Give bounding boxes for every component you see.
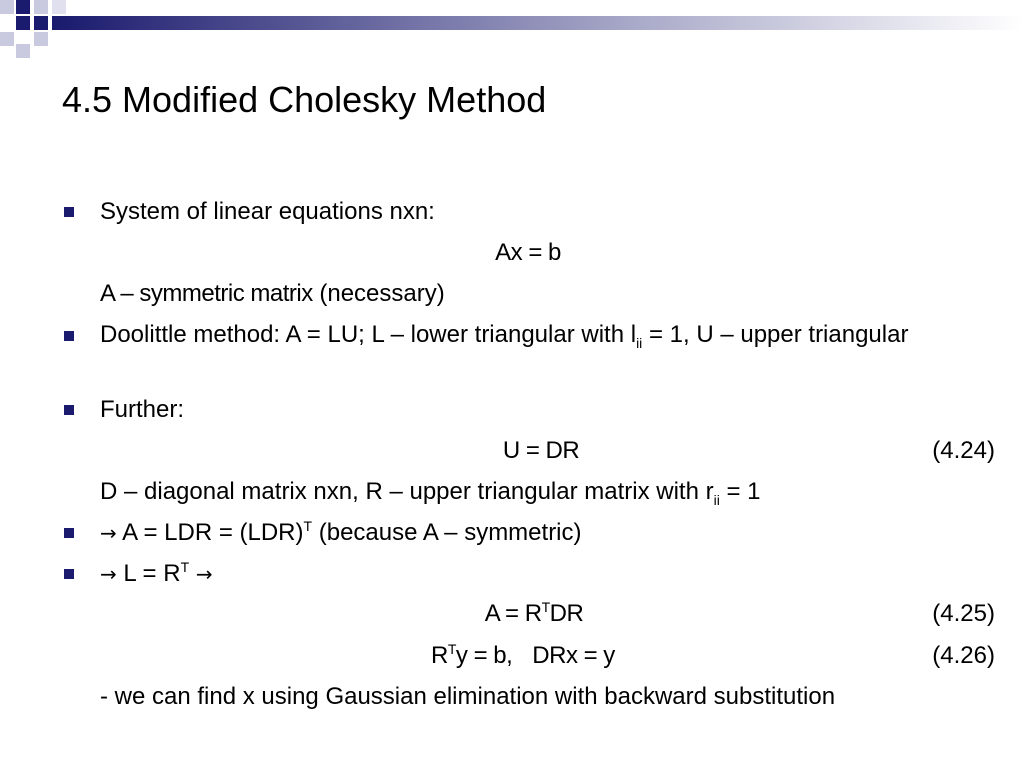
bullet-system-text: System of linear equations nxn:: [100, 198, 435, 225]
symmetric-bold: A – symmetric matrix: [100, 280, 313, 307]
doolittle-part2: = 1, U – upper triangular: [642, 321, 909, 348]
header-decoration: [0, 0, 1024, 60]
bullet-doolittle-text: [100, 318, 980, 352]
symmetric-rest: (necessary): [312, 280, 445, 307]
diagonal-sub: ii: [713, 491, 720, 508]
deco-square: [34, 0, 48, 14]
bullet-marker: [64, 528, 74, 538]
deco-square: [52, 0, 66, 14]
deco-square: [16, 44, 30, 58]
sys-r: R: [431, 642, 448, 669]
equation-a-rtdr: [485, 599, 584, 629]
sys-part1: y = b: [455, 642, 507, 669]
diagonal-part1: D – diagonal matrix nxn, R – upper triangular matrix with r: [100, 478, 714, 505]
deco-square: [0, 0, 14, 14]
bullet-ldr-text: [100, 518, 582, 548]
bullet-marker: [64, 405, 74, 415]
ldr-part2: (because A – symmetric): [312, 519, 582, 546]
bullet-marker: [64, 331, 74, 341]
equation-number-424: (4.24): [932, 437, 995, 464]
header-gradient-bar: [52, 16, 1024, 30]
equation-number-426: (4.26): [932, 642, 995, 669]
bullet-marker: [64, 569, 74, 579]
equation-u-dr: U = DR: [502, 437, 580, 464]
doolittle-part1: Doolittle method: A = LU; L – lower triangular with l: [100, 321, 637, 348]
deco-square: [34, 32, 48, 46]
deco-square: [16, 0, 30, 14]
diagonal-line: [100, 477, 761, 507]
deco-square: [34, 16, 48, 30]
slide-title: 4.5 Modified Cholesky Method: [62, 79, 547, 120]
final-line: - we can find x using Gaussian elimination with backward substitution: [100, 683, 836, 710]
deco-square: [0, 32, 14, 46]
bullet-l-rt-text: [100, 559, 213, 589]
a-rtdr-part2: DR: [549, 600, 584, 627]
symmetric-line: [100, 279, 445, 309]
sys-part2: DRx = y: [532, 642, 615, 669]
right-arrow-icon: →: [100, 562, 117, 586]
equation-system: [431, 641, 615, 671]
diagonal-part2: = 1: [719, 478, 761, 505]
l-rt-part1: L = R: [116, 560, 181, 587]
equation-ax-b: Ax = b: [495, 239, 561, 266]
sys-sup: T: [447, 641, 456, 657]
equation-number-425: (4.25): [932, 600, 995, 627]
bullet-marker: [64, 207, 74, 217]
sys-sep: ,: [506, 642, 513, 669]
l-rt-sup: T: [180, 559, 190, 575]
a-rtdr-sup: T: [541, 599, 550, 615]
right-arrow-icon: →: [100, 521, 117, 545]
right-arrow-icon: →: [195, 562, 213, 586]
deco-square: [16, 16, 30, 30]
a-rtdr-part1: A = R: [484, 600, 542, 627]
doolittle-sub: ii: [636, 334, 643, 351]
ldr-sup: T: [303, 518, 313, 534]
bullet-further-text: Further:: [100, 396, 185, 423]
ldr-part1: A = LDR = (LDR): [116, 519, 304, 546]
